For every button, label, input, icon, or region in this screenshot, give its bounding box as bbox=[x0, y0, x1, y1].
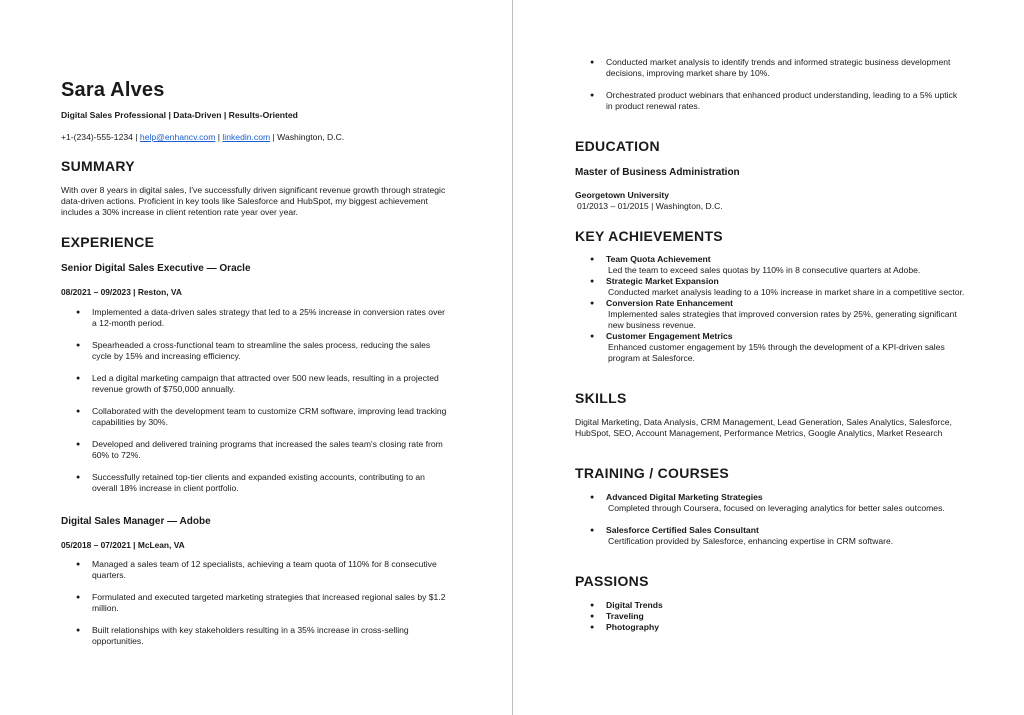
list-item: ● Orchestrated product webinars that enhanced product understanding, leading to a 5% uptick in product renewal rates. bbox=[590, 90, 965, 112]
list-item: ● Spearheaded a cross-functional team to streamline the sales process, reducing the sales cycle by 15% and increasing efficiency. bbox=[76, 340, 451, 362]
achievement-title: ● Conversion Rate Enhancement bbox=[606, 298, 734, 308]
contact-separator: | bbox=[270, 132, 278, 142]
list-item bbox=[590, 331, 970, 364]
list-item bbox=[590, 276, 970, 298]
contact-separator: | bbox=[132, 132, 140, 142]
job-meta: 05/2018 – 07/2021 | McLean, VA bbox=[61, 540, 185, 550]
education-dates: 01/2013 – 01/2015 | Washington, D.C. bbox=[577, 201, 723, 211]
course-desc: Certification provided by Salesforce, enhancing expertise in CRM software. bbox=[608, 536, 894, 546]
course-title: ● Salesforce Certified Sales Consultant bbox=[606, 525, 759, 535]
list-item: ● Managed a sales team of 12 specialists, achieving a team quota of 110% for 8 consecutive quarters. bbox=[76, 559, 451, 581]
list-item: ● Conducted market analysis to identify trends and informed strategic business development decisions, improving market share by 10%. bbox=[590, 57, 965, 79]
achievements-heading: KEY ACHIEVEMENTS bbox=[575, 228, 723, 244]
list-item: ● Led a digital marketing campaign that attracted over 500 new leads, resulting in a projected revenue growth of $750,000 annually. bbox=[76, 373, 451, 395]
list-item: ● Built relationships with key stakeholders resulting in a 35% increase in cross-selling opportunities. bbox=[76, 625, 451, 647]
degree: Master of Business Administration bbox=[575, 167, 740, 178]
contact-line bbox=[61, 132, 344, 142]
job-bullets bbox=[76, 559, 451, 647]
list-item: ● Implemented a data-driven sales strategy that led to a 25% increase in conversion rates over a 12-month period. bbox=[76, 307, 451, 329]
list-item bbox=[590, 298, 970, 331]
list-item: ● Photography bbox=[590, 622, 890, 633]
linkedin-link[interactable]: linkedin.com bbox=[222, 132, 271, 142]
achievement-desc: Conducted market analysis leading to a 10% increase in market share in a competitive sector. bbox=[608, 287, 965, 297]
job-meta: 08/2021 – 09/2023 | Reston, VA bbox=[61, 287, 182, 297]
list-item bbox=[590, 254, 970, 276]
achievement-desc: Implemented sales strategies that improved conversion rates by 25%, generating significant new business revenue. bbox=[608, 309, 957, 330]
job-title: Senior Digital Sales Executive — Oracle bbox=[61, 263, 251, 274]
job-bullets-continued bbox=[590, 57, 965, 112]
candidate-name: Sara Alves bbox=[61, 79, 165, 101]
list-item: ● Traveling bbox=[590, 611, 890, 622]
school: Georgetown University bbox=[575, 190, 670, 200]
candidate-tagline: Digital Sales Professional | Data-Driven | Results-Oriented bbox=[61, 110, 298, 120]
list-item bbox=[590, 492, 970, 514]
skills-heading: SKILLS bbox=[575, 390, 627, 406]
achievement-desc: Led the team to exceed sales quotas by 110% in 8 consecutive quarters at Adobe. bbox=[608, 265, 921, 275]
location: Washington, D.C. bbox=[277, 132, 345, 142]
list-item: ● Successfully retained top-tier clients and expanded existing accounts, contributing to an overall 18% increase in client portfolio. bbox=[76, 472, 451, 494]
passions-list bbox=[590, 600, 890, 633]
passions-heading: PASSIONS bbox=[575, 573, 649, 589]
course-title: ● Advanced Digital Marketing Strategies bbox=[606, 492, 763, 502]
achievements-list bbox=[590, 254, 970, 364]
achievement-title: ● Team Quota Achievement bbox=[606, 254, 711, 264]
job-bullets bbox=[76, 307, 451, 494]
email-link[interactable]: help@enhancv.com bbox=[139, 132, 216, 142]
phone-number: +1-(234)-555-1234 bbox=[61, 132, 133, 142]
summary-text: With over 8 years in digital sales, I've successfully driven significant revenue growth through strategic data-driven actions. Proficient in key tools like Salesforce and HubSpot, my biggest achievement includes a 30% increase in client retention rate year over year. bbox=[61, 185, 446, 217]
list-item: ● Collaborated with the development team to customize CRM software, improving lead tracking capabilities by 30%. bbox=[76, 406, 451, 428]
resume-page-2 bbox=[513, 0, 1024, 715]
education-heading: EDUCATION bbox=[575, 138, 660, 154]
job-title: Digital Sales Manager — Adobe bbox=[61, 516, 211, 527]
list-item bbox=[590, 525, 970, 547]
course-desc: Completed through Coursera, focused on leveraging analytics for better sales outcomes. bbox=[608, 503, 945, 513]
experience-heading: EXPERIENCE bbox=[61, 234, 155, 250]
achievement-desc: Enhanced customer engagement by 15% through the development of a KPI-driven sales program at Salesforce. bbox=[608, 342, 945, 363]
list-item: ● Developed and delivered training programs that increased the sales team's closing rate from 60% to 72%. bbox=[76, 439, 451, 461]
achievement-title: ● Strategic Market Expansion bbox=[606, 276, 719, 286]
skills-text: Digital Marketing, Data Analysis, CRM Management, Lead Generation, Sales Analytics, Salesforce, HubSpot, SEO, Account Management, Performance Metrics, Google Analytics, Market Research bbox=[575, 417, 952, 438]
list-item: ● Formulated and executed targeted marketing strategies that increased regional sales by $1.2 million. bbox=[76, 592, 451, 614]
summary-heading: SUMMARY bbox=[61, 158, 135, 174]
contact-separator: | bbox=[215, 132, 223, 142]
achievement-title: ● Customer Engagement Metrics bbox=[606, 331, 733, 341]
list-item: ● Digital Trends bbox=[590, 600, 890, 611]
training-list bbox=[590, 492, 970, 547]
training-heading: TRAINING / COURSES bbox=[575, 465, 729, 481]
